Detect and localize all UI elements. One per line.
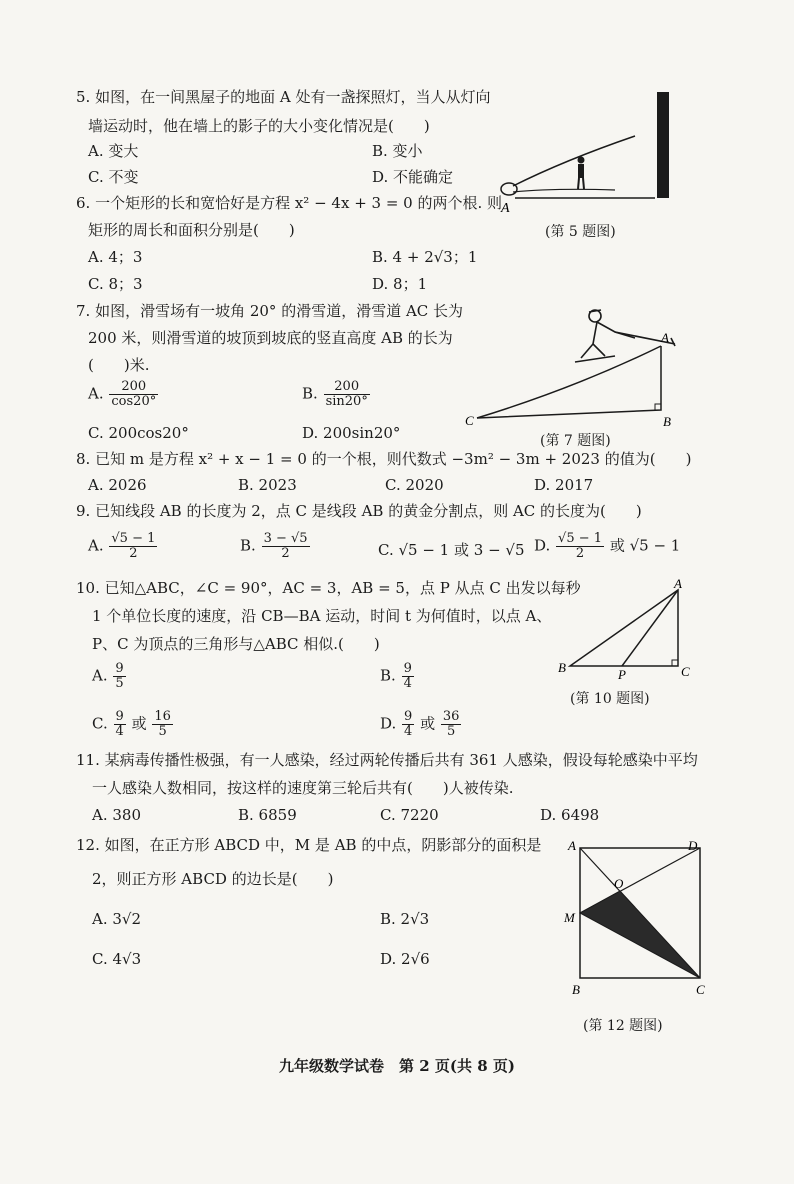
q6-option-d: D. 8；1: [372, 275, 428, 293]
q10-option-d: D. $\frac{9}{4}$ 或 $\frac{36}{5}$: [380, 709, 460, 739]
q7-label-a: A: [661, 330, 669, 345]
q7-label-b: B: [663, 414, 671, 429]
q7-line1: 7. 如图，滑雪场有一坡角 20° 的滑雪道，滑雪道 AC 长为: [76, 302, 464, 320]
q12-line2: 2，则正方形 ABCD 的边长是( ): [92, 870, 334, 888]
q10-b-fraction: $\frac{9}{4}$: [403, 661, 412, 691]
q12-option-d: D. 2√6: [380, 950, 430, 968]
q7-option-d: D. 200sin20°: [302, 424, 401, 442]
q12-line1: 12. 如图，在正方形 ABCD 中，M 是 AB 的中点，阴影部分的面积是: [76, 836, 542, 854]
q9-a-fraction: $\frac{√5 - 1}{2}$: [111, 531, 156, 561]
q10-label-p: P: [618, 667, 626, 680]
q5-line1: 5. 如图，在一间黑屋子的地面 A 处有一盏探照灯，当人从灯向: [76, 88, 491, 106]
q10-label-c: C: [681, 664, 690, 679]
q5-label-a: A: [501, 201, 510, 216]
q7-line2: 200 米，则滑雪道的坡顶到坡底的竖直高度 AB 的长为: [88, 329, 453, 347]
q9-line1: 9. 已知线段 AB 的长度为 2，点 C 是线段 AB 的黄金分割点，则 AC 的长度为( ): [76, 502, 642, 520]
q5-option-c: C. 不变: [88, 168, 139, 186]
q6-option-b: B. 4 + 2√3；1: [372, 248, 478, 266]
q6-option-c: C. 8；3: [88, 275, 143, 293]
q7-caption: (第 7 题图): [540, 433, 611, 449]
q10-figure: [556, 576, 696, 680]
q11-line2: 一人感染人数相同，按这样的速度第三轮后共有( )人被传染.: [92, 779, 514, 797]
q10-a-fraction: $\frac{9}{5}$: [115, 661, 124, 691]
q7-a-fraction: $\frac{200}{\cos 20^\circ}$: [111, 379, 157, 409]
q12-label-a: A: [568, 838, 576, 853]
q12-option-b: B. 2√3: [380, 910, 430, 928]
q6-line2: 矩形的周长和面积分别是( ): [88, 221, 295, 239]
q5-line2: 墙运动时，他在墙上的影子的大小变化情况是( ): [88, 117, 430, 135]
q6-line1: 6. 一个矩形的长和宽恰好是方程 x² − 4x + 3 = 0 的两个根. 则: [76, 194, 503, 212]
q9-b-fraction: $\frac{3 - √5}{2}$: [263, 531, 308, 561]
q12-option-c: C. 4√3: [92, 950, 142, 968]
q10-line3: P、C 为顶点的三角形与△ABC 相似.( ): [92, 635, 380, 653]
q12-caption: (第 12 题图): [583, 1018, 663, 1034]
q10-caption: (第 10 题图): [570, 691, 650, 707]
q10-label-a: A: [674, 576, 682, 591]
q7-b-prefix: B.: [302, 384, 318, 403]
page-footer: 九年级数学试卷 第 2 页(共 8 页): [279, 1057, 515, 1075]
q10-line1: 10. 已知△ABC，∠C = 90°，AC = 3，AB = 5，点 P 从点 C 出发以每秒: [76, 579, 581, 597]
q6-option-a: A. 4；3: [88, 248, 143, 266]
q10-line2: 1 个单位长度的速度，沿 CB—BA 运动，时间 t 为何值时，以点 A、: [92, 607, 552, 625]
q7-option-b: [302, 380, 371, 409]
q8-option-a: A. 2026: [88, 476, 147, 494]
q9-d-fraction: $\frac{√5 - 1}{2}$: [558, 531, 603, 561]
shaded-region: [580, 891, 700, 978]
q5-option-d: D. 不能确定: [372, 168, 454, 186]
q9-option-b: B. $\frac{3 - √5}{2}$: [240, 531, 308, 561]
lamp-icon: [501, 183, 517, 195]
q10-option-c: C. $\frac{9}{4}$ 或 $\frac{16}{5}$: [92, 709, 171, 739]
q9-option-a: A. $\frac{√5 - 1}{2}$: [88, 531, 156, 561]
q7-label-c: C: [465, 413, 474, 428]
q10-option-a: A. $\frac{9}{5}$: [92, 661, 124, 691]
q5-caption: (第 5 题图): [545, 224, 616, 240]
q12-label-b: B: [572, 982, 580, 997]
q12-label-m: M: [564, 910, 575, 925]
q12-label-c: C: [696, 982, 705, 997]
q5-option-b: B. 变小: [372, 142, 423, 160]
q11-line1: 11. 某病毒传播性极强，有一人感染，经过两轮传播后共有 361 人感染，假设每轮感染中平均: [76, 751, 698, 769]
q8-line1: 8. 已知 m 是方程 x² + x − 1 = 0 的一个根，则代数式 −3m² − 3m + 2023 的值为( ): [76, 450, 692, 468]
q11-option-d: D. 6498: [540, 806, 600, 824]
q8-option-c: C. 2020: [385, 476, 444, 494]
q11-option-a: A. 380: [92, 806, 141, 824]
q12-label-d: D: [688, 838, 698, 853]
q9-option-c: C. √5 − 1 或 3 − √5: [378, 541, 525, 559]
skier-icon: [575, 310, 675, 362]
q11-option-c: C. 7220: [380, 806, 439, 824]
q7-a-prefix: A.: [88, 384, 104, 403]
q10-option-b: B. $\frac{9}{4}$: [380, 661, 412, 691]
q9-option-d: D. $\frac{√5 - 1}{2}$ 或 √5 − 1: [534, 531, 681, 561]
q7-line3: ( )米.: [88, 356, 150, 374]
q11-option-b: B. 6859: [238, 806, 297, 824]
q7-option-c: C. 200cos20°: [88, 424, 189, 442]
wall: [657, 92, 669, 198]
q12-label-o: O: [614, 876, 624, 891]
q8-option-b: B. 2023: [238, 476, 297, 494]
q7-option-a: [88, 380, 159, 409]
q7-figure: [465, 300, 685, 430]
person-icon: [578, 157, 585, 190]
q5-figure: [495, 88, 675, 218]
q12-option-a: A. 3√2: [92, 910, 142, 928]
q10-label-b: B: [558, 660, 566, 675]
q8-option-d: D. 2017: [534, 476, 594, 494]
q5-option-a: A. 变大: [88, 142, 139, 160]
q12-figure: [562, 836, 712, 1002]
q7-b-fraction: $\frac{200}{\sin 20^\circ}$: [325, 379, 368, 409]
